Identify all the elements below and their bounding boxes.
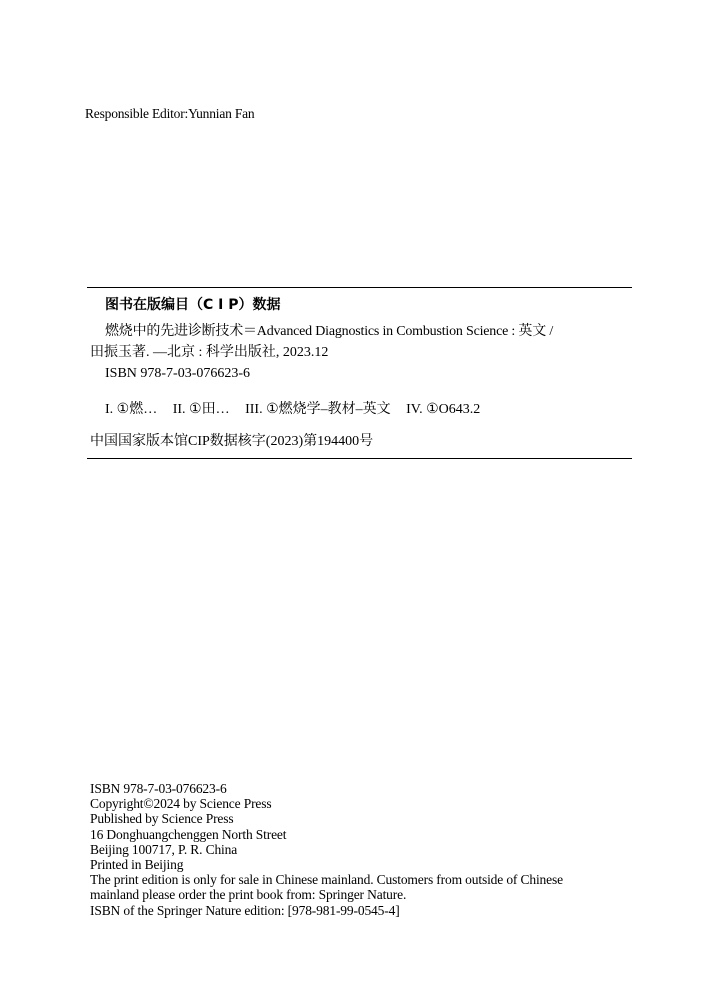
imprint-city: Beijing 100717, P. R. China bbox=[90, 841, 238, 857]
imprint-sale-note-2: mainland please order the print book from: Springer Nature. bbox=[90, 887, 407, 903]
imprint-street: 16 Donghuangchenggen North Street bbox=[90, 826, 287, 842]
cip-top-rule bbox=[87, 287, 632, 288]
imprint-block bbox=[90, 781, 563, 918]
cip-classification bbox=[105, 398, 492, 418]
imprint-isbn: ISBN 978-7-03-076623-6 bbox=[90, 781, 227, 796]
cip-data-number: 中国国家版本馆CIP数据核字(2023)第194400号 bbox=[90, 434, 374, 449]
cip-isbn: ISBN 978-7-03-076623-6 bbox=[105, 366, 251, 381]
cip-class-4: IV. ①O643.2 bbox=[406, 402, 481, 417]
cip-heading: 图书在版编目（C I P）数据 bbox=[105, 297, 281, 313]
imprint-sale-note-1: The print edition is only for sale in Chinese mainland. Customers from outside of Chinese bbox=[90, 872, 563, 888]
cip-class-1: I. ①燃… bbox=[105, 402, 158, 417]
cip-author-line: 田振玉著. —北京 : 科学出版社, 2023.12 bbox=[90, 345, 329, 360]
imprint-printed: Printed in Beijing bbox=[90, 857, 184, 873]
cip-bottom-rule bbox=[87, 458, 632, 459]
cip-class-3: III. ①燃烧学–教材–英文 bbox=[245, 402, 391, 417]
imprint-publisher: Published by Science Press bbox=[90, 811, 234, 827]
responsible-editor: Responsible Editor:Yunnian Fan bbox=[85, 106, 255, 121]
imprint-springer-isbn: ISBN of the Springer Nature edition: [978-981-99-0545-4] bbox=[90, 902, 400, 918]
cip-title-line: 燃烧中的先进诊断技术＝Advanced Diagnostics in Combustion Science : 英文 / bbox=[105, 324, 554, 339]
imprint-copyright: Copyright©2024 by Science Press bbox=[90, 796, 272, 812]
cip-class-2: II. ①田… bbox=[172, 402, 230, 417]
